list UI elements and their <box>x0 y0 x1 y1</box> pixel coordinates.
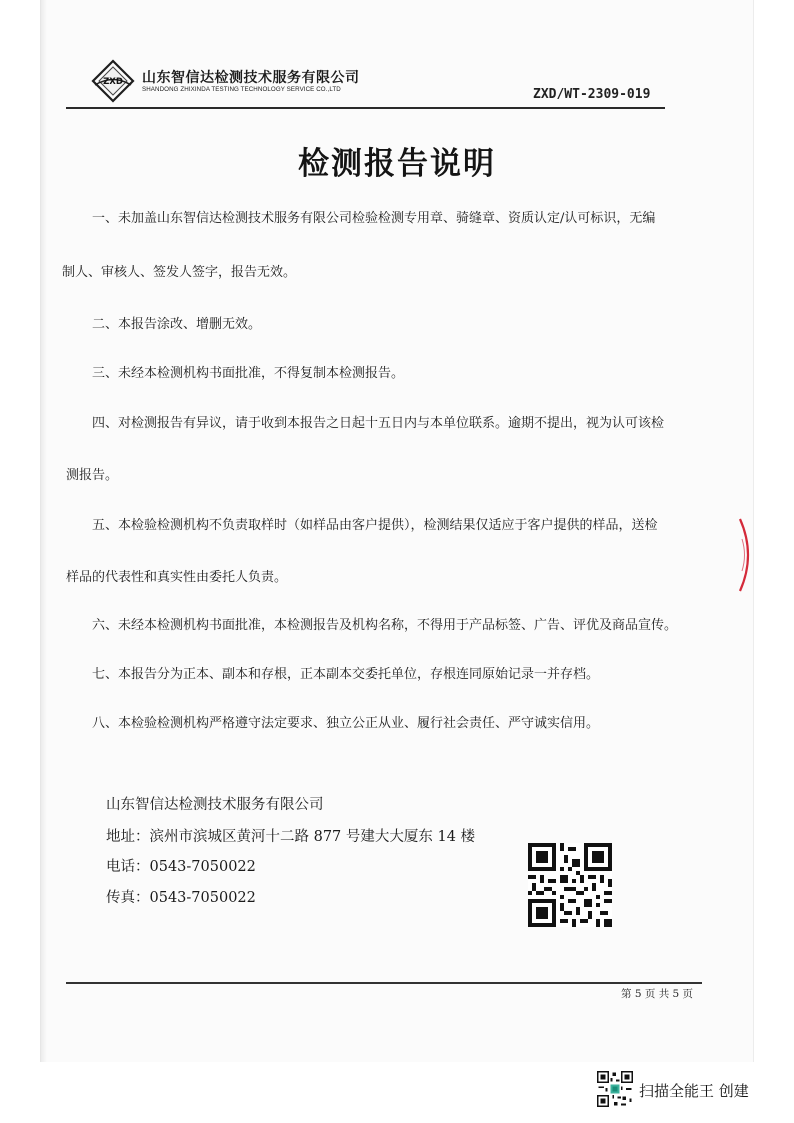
clause-5-line-2: 样品的代表性和真实性由委托人负责。 <box>66 570 288 585</box>
contact-company: 山东智信达检测技术服务有限公司 <box>106 797 324 813</box>
clause-4-line-2: 测报告。 <box>66 468 119 483</box>
clause-7: 七、本报告分为正本、副本和存根，正本副本交委托单位，存根连同原始记录一并存档。 <box>92 667 600 682</box>
camscanner-watermark-label: 扫描全能王 创建 <box>639 1082 749 1100</box>
logo-company-name-cn: 山东智信达检测技术服务有限公司 <box>142 70 360 86</box>
clause-2: 二、本报告涂改、增删无效。 <box>92 317 262 332</box>
page-number: 第 5 页 共 5 页 <box>621 988 694 1000</box>
logo-company-name-en: SHANDONG ZHIXINDA TESTING TECHNOLOGY SERVICE CO.,LTD <box>142 86 341 93</box>
contact-address: 地址：滨州市滨城区黄河十二路 877 号建大大厦东 14 楼 <box>106 829 476 845</box>
clause-8: 八、本检验检测机构严格遵守法定要求、独立公正从业、履行社会责任、严守诚实信用。 <box>92 716 600 731</box>
clause-1-line-2: 制人、审核人、签发人签字，报告无效。 <box>62 265 297 280</box>
logo-badge-text: ZXD <box>103 77 123 87</box>
clause-6: 六、未经本检测机构书面批准，本检测报告及机构名称，不得用于产品标签、广告、评优及商品宣传。 <box>92 618 678 633</box>
clause-5-line-1: 五、本检验检测机构不负责取样时（如样品由客户提供），检测结果仅适应于客户提供的样品，送检 <box>92 518 658 533</box>
clause-4-line-1: 四、对检测报告有异议，请于收到本报告之日起十五日内与本单位联系。逾期不提出，视为认可该检 <box>92 416 665 431</box>
page-title: 检测报告说明 <box>298 146 496 182</box>
footer-rule <box>66 982 702 984</box>
contact-fax: 传真：0543-7050022 <box>106 890 256 906</box>
report-number: ZXD/WT-2309-019 <box>533 87 651 102</box>
header-rule <box>66 107 665 109</box>
clause-3: 三、未经本检测机构书面批准，不得复制本检测报告。 <box>92 366 405 381</box>
camscanner-qr-icon <box>597 1071 633 1107</box>
seal-stamp-edge-icon <box>728 515 758 595</box>
zxd-logo-icon <box>90 58 136 104</box>
qr-code-icon <box>528 843 612 927</box>
clause-1-line-1: 一、未加盖山东智信达检测技术服务有限公司检验检测专用章、骑缝章、资质认定/认可标识，无编 <box>92 211 656 226</box>
company-logo <box>90 58 360 104</box>
contact-phone: 电话：0543-7050022 <box>106 859 256 875</box>
